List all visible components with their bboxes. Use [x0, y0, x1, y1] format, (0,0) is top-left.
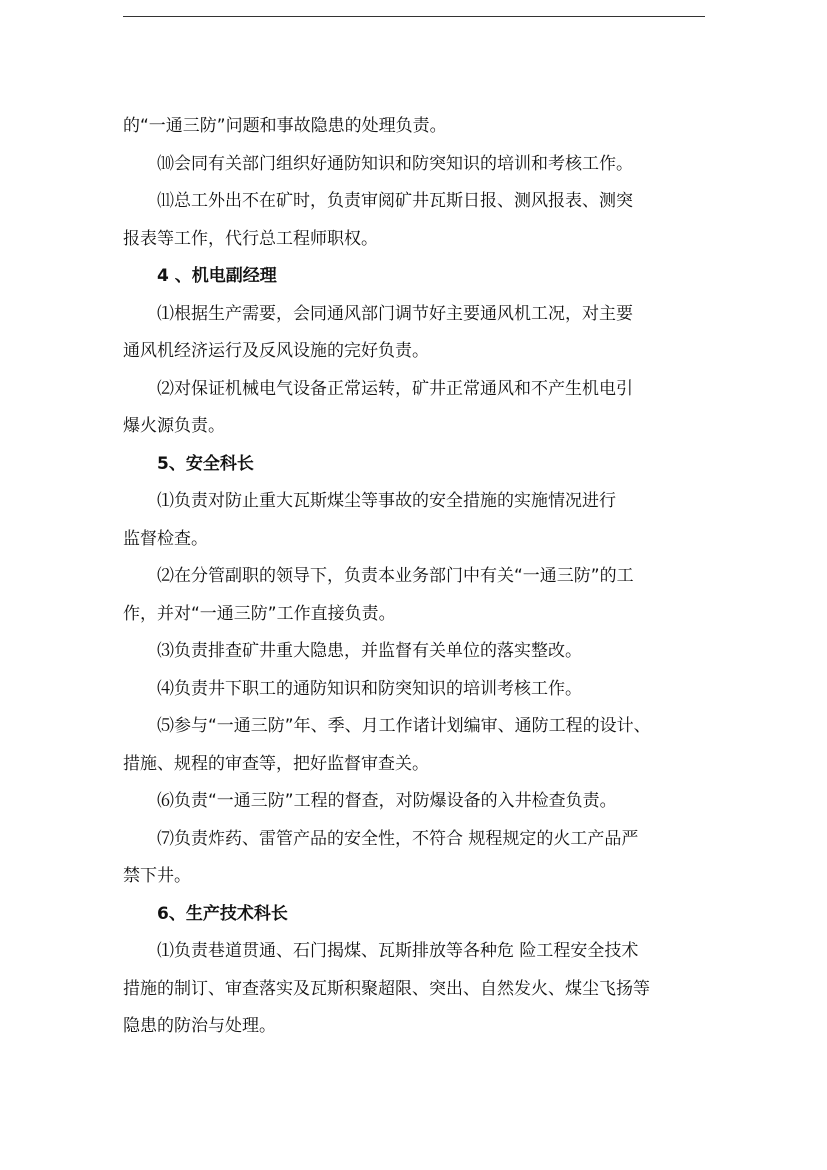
item-4: ⑷负责井下职工的通防知识和防突知识的培训考核工作。: [157, 678, 582, 699]
item-5: ⑸参与“一通三防”年、季、月工作诸计划编审、通防工程的设计、: [157, 716, 651, 736]
item-6: ⑹负责“一通三防”工程的督查，对防爆设备的入井检查负责。: [157, 791, 617, 811]
text-line: 爆火源负责。: [123, 416, 225, 436]
header-rule: [123, 16, 705, 17]
text-line: 监督检查。: [123, 528, 208, 549]
item-7: ⑺负责炸药、雷管产品的安全性，不符合 规程规定的火工产品严: [157, 828, 639, 849]
item-10: ⑽会同有关部门组织好通防知识和防突知识的培训和考核工作。: [157, 153, 633, 174]
text-line: 作，并对“一通三防”工作直接负责。: [123, 603, 396, 624]
text-line: 隐患的防治与处理。: [123, 1016, 276, 1036]
text-line: 措施的制订、审查落实及瓦斯积聚超限、突出、自然发火、煤尘飞扬等: [123, 978, 650, 999]
item-2: ⑵对保证机械电气设备正常运转，矿井正常通风和不产生机电引: [157, 378, 633, 399]
document-body: [123, 108, 705, 1046]
item-11: ⑾总工外出不在矿时，负责审阅矿井瓦斯日报、测风报表、测突: [157, 191, 633, 211]
item-1: ⑴负责对防止重大瓦斯煤尘等事故的安全措施的实施情况进行: [157, 491, 616, 511]
text-line: 的“一通三防”问题和事故隐患的处理负责。: [123, 116, 447, 136]
section-heading-electromechanical: 4 、机电副经理: [157, 266, 277, 286]
item-2: ⑵在分管副职的领导下，负责本业务部门中有关“一通三防”的工: [157, 566, 634, 586]
item-1: ⑴负责巷道贯通、石门揭煤、瓦斯排放等各种危 险工程安全技术: [157, 941, 639, 961]
text-line: 禁下井。: [123, 866, 191, 886]
text-line: 报表等工作，代行总工程师职权。: [123, 228, 378, 249]
text-line: 通风机经济运行及反风设施的完好负责。: [123, 341, 429, 361]
section-heading-production-tech: 6、生产技术科长: [157, 903, 288, 924]
section-heading-safety: 5、安全科长: [157, 453, 254, 474]
text-line: 措施、规程的审查等，把好监督审查关。: [123, 753, 429, 774]
item-3: ⑶负责排查矿井重大隐患，并监督有关单位的落实整改。: [157, 641, 582, 661]
item-1: ⑴根据生产需要，会同通风部门调节好主要通风机工况，对主要: [157, 303, 633, 324]
